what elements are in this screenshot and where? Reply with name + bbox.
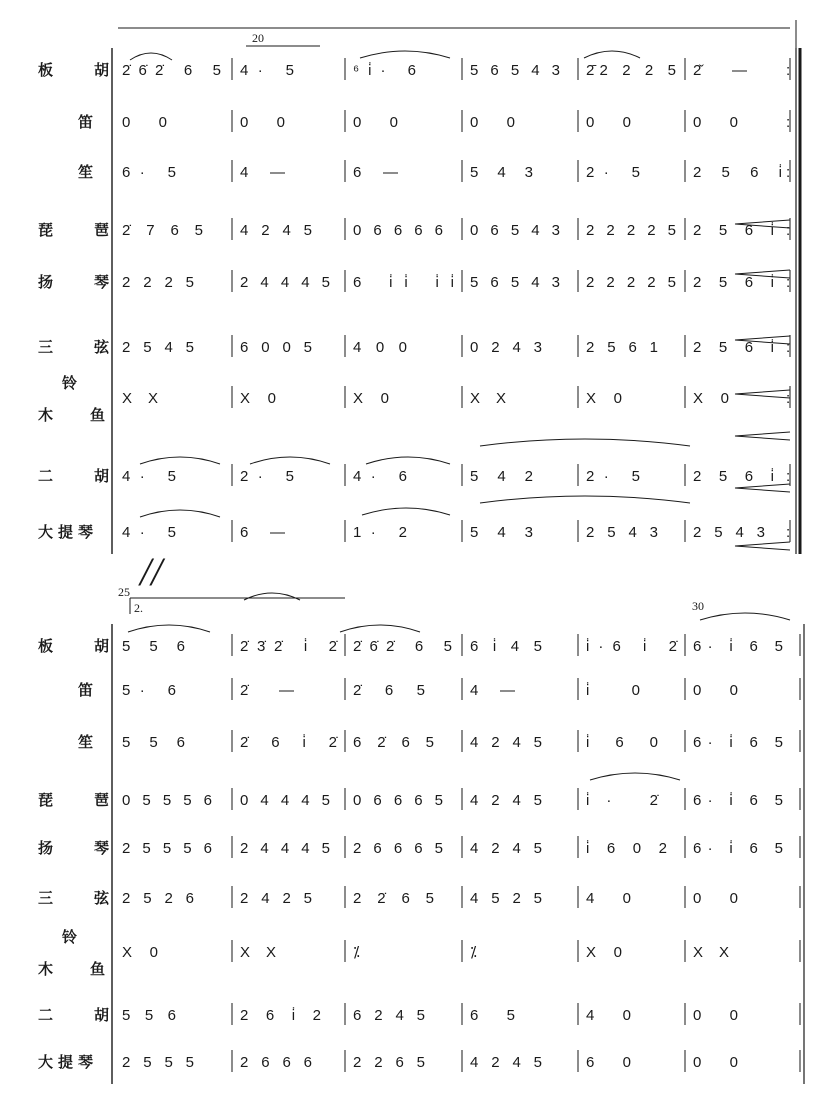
score-measure: 0 0 [240,114,285,131]
measure-number: 20 [252,31,264,45]
score-measure: 2 5 5 5 6 [122,840,212,857]
instrument-label: 鱼 [90,960,106,978]
slur [140,457,220,464]
score-measure: 2· 5 [586,468,640,485]
score-measure: 2 6 6 6 [240,1054,312,1071]
score-measure: i̇· 2̇ [586,792,658,809]
score-measure: i̇ 0 [586,682,640,699]
score-measure: 2 4 2 5 [240,890,312,907]
slur [128,625,210,632]
instrument-label: 笙 [78,733,94,751]
score-measure: 2̇ 6 i̇ 2̇ [240,734,337,751]
score-measure: 6 0 [586,1054,631,1071]
score-measure: 5 5 6 [122,638,185,655]
score-measure: X X [693,944,729,961]
score-measure: 2 6 6 6 5 [353,840,443,857]
score-measure: 2̌ — [693,62,747,79]
volta-bracket-label: 2. [134,601,143,615]
score-measure: 6 — [240,524,285,541]
score-measure: 2 5 6 i̇ [693,164,782,181]
score-measure: 2̄2 2 2 5 [586,62,676,79]
score-measure: 4 5 2 5 [470,890,542,907]
score-measure: 0 0 [586,114,631,131]
instrument-label: 琴 [94,839,110,857]
repeat-sign: : [786,390,791,407]
instrument-label: 胡 [94,637,110,655]
score-measure: 4· 5 [240,62,294,79]
score-measure: 0 0 [693,1054,738,1071]
instrument-label: 木 [38,960,54,978]
score-measure: 0 0 [470,114,515,131]
instrument-label: 提 [58,523,74,541]
score-measure: 4 2 4 5 [470,792,542,809]
instrument-label: 琴 [78,523,94,541]
score-measure: 2̇6̇2̇ 6 5 [353,638,452,655]
score-measure: 2̇ 6 5 [353,682,425,699]
score-measure: X 0 [122,944,158,961]
instrument-label: 板 [38,61,54,79]
instrument-label: 三 [38,338,54,356]
score-measure: ⁒ [470,944,477,961]
instrument-label: 铃 [62,928,78,946]
score-measure: 2· 5 [586,164,640,181]
instrument-label: 胡 [94,61,110,79]
score-measure: 2 2 2 5 [122,274,194,291]
slur [250,457,330,464]
score-measure: 6 5 [470,1007,515,1024]
repeat-sign: : [786,62,791,79]
instrument-label: 笛 [78,681,94,699]
score-measure: 6· i̇ 6 5 [693,638,783,655]
score-measure: 0 4 4 4 5 [240,792,330,809]
instrument-label: 胡 [94,467,110,485]
score-measure: X X [470,390,506,407]
score-measure: 6· 5 [122,164,176,181]
hairpin [735,390,790,398]
score-measure: 6· i̇ 6 5 [693,840,783,857]
score-measure: 6 2 4 5 [353,1007,425,1024]
score-measure: i̇ 6 0 2 [586,840,667,857]
hairpin [735,484,790,492]
slur [584,51,640,58]
score-measure: 4 0 0 [353,339,407,356]
score-measure: 6· i̇ 6 5 [693,734,783,751]
hairpin [735,432,790,440]
measure-number: 30 [692,599,704,613]
score-measure: 2 5 6 i̇ [693,339,774,356]
instrument-label: 扬 [38,839,54,857]
score-measure: X 0 [353,390,389,407]
instrument-label: 扬 [38,273,54,291]
instrument-label: 笛 [78,113,94,131]
score-measure: 4 2 4 5 [240,222,312,239]
repeat-sign: : [786,468,791,485]
instrument-label: 板 [38,637,54,655]
score-measure: 4 0 [586,1007,631,1024]
score-measure: 5 6 5 4 3 [470,62,560,79]
score-measure: 4 2 4 5 [470,1054,542,1071]
score-measure: 4 2 4 5 [470,734,542,751]
score-measure: 1· 2 [353,524,407,541]
instrument-label: 琵 [38,221,54,239]
score-measure: 0 0 [693,114,738,131]
score-measure: 0 0 [693,890,738,907]
score-measure: 2 2 6 5 [353,1054,425,1071]
score-measure: 0 6 6 6 5 [353,792,443,809]
hairpin [735,542,790,550]
repeat-sign: : [786,524,791,541]
score-measure: 2 5 6 i̇ [693,468,774,485]
instrument-label: 大 [38,1053,54,1071]
score-measure: 2 5 2 6 [122,890,194,907]
score-measure: 4 — [470,682,515,699]
score-measure: 6· i̇ 6 5 [693,792,783,809]
score-measure: 5 4 3 [470,524,533,541]
score-measure: X 0 [240,390,276,407]
instrument-label: 琴 [78,1053,94,1071]
instrument-label: 琶 [94,221,110,239]
slur [590,773,680,780]
score-measure: 4· 5 [122,468,176,485]
instrument-label: 弦 [94,338,110,356]
instrument-label: 琵 [38,791,54,809]
slur [700,613,790,620]
system-break-mark: // [140,549,163,594]
score-measure: 5 6 5 4 3 [470,274,560,291]
score-measure: 6 — [353,164,398,181]
score-measure: 0 0 [693,682,738,699]
score-measure: X 0 [693,390,729,407]
score-measure: X 0 [586,390,622,407]
score-measure: 4· 5 [122,524,176,541]
instrument-label: 大 [38,523,54,541]
score-measure: 0 6 6 6 6 [353,222,443,239]
score-measure: 4 — [240,164,285,181]
score-measure: 2 4 4 4 5 [240,840,330,857]
slur [130,53,172,60]
slur [360,51,450,58]
score-measure: 2 4 4 4 5 [240,274,330,291]
instrument-label: 铃 [62,374,78,392]
repeat-sign: : [786,114,791,131]
score-measure: 2 2 2 2 5 [586,222,676,239]
score-measure: i̇·6 i̇ 2̇ [586,638,677,655]
score-measure: 4· 6 [353,468,407,485]
score-measure: 6 i̇ 4 5 [470,638,542,655]
score-measure: 0 6 5 4 3 [470,222,560,239]
repeat-sign: : [786,164,791,181]
score-measure: 5· 6 [122,682,176,699]
slur [244,593,300,600]
score-measure: 2 5 6 i̇ [693,222,774,239]
score-measure: 0 0 [122,114,167,131]
slur [362,508,450,515]
score-measure: 2 5 4 5 [122,339,194,356]
measure-number: 25 [118,585,130,599]
score-measure: 4 2 4 5 [470,840,542,857]
score-measure: 5 5 6 [122,1007,176,1024]
score-measure: 2 2 2 2 5 [586,274,676,291]
score-measure: 5 4 2 [470,468,533,485]
instrument-label: 木 [38,406,54,424]
score-measure: 2̇3̇2̇ i̇ 2̇ [240,638,337,655]
instrument-label: 琶 [94,791,110,809]
score-measure: 2 5 4 3 [693,524,765,541]
instrument-label: 二 [38,1006,54,1024]
score-measure: 2 2̇ 6 5 [353,890,434,907]
repeat-sign: : [786,222,791,239]
score-measure: 6 i̇i̇ i̇i̇ [353,274,454,291]
score-measure: 2 5 5 5 [122,1054,194,1071]
slur [480,496,690,503]
score-measure: 4 0 [586,890,631,907]
score-measure: i̇ 6 0 [586,734,658,751]
instrument-label: 三 [38,889,54,907]
score-measure: 0 5 5 5 6 [122,792,212,809]
score-measure: 2 6 i̇ 2 [240,1007,321,1024]
score-measure: 0 2 4 3 [470,339,542,356]
score-measure: 5 4 3 [470,164,533,181]
score-measure: 6 0 0 5 [240,339,312,356]
score-measure: X X [122,390,158,407]
score-measure: 2 5 6 1 [586,339,658,356]
repeat-sign: : [786,274,791,291]
score-measure: 2̇6̇2̇ 6 5 [122,62,221,79]
instrument-label: 弦 [94,889,110,907]
score-measure: 2̇ 7 6 5 [122,222,203,239]
score-measure: 0 0 [353,114,398,131]
score-measure: 2 5 6 i̇ [693,274,774,291]
score-measure: X 0 [586,944,622,961]
instrument-label: 胡 [94,1006,110,1024]
score-measure: 2̇ — [240,682,294,699]
score-measure: 2· 5 [240,468,294,485]
score-measure: 2 5 4 3 [586,524,658,541]
instrument-label: 鱼 [90,406,106,424]
instrument-label: 二 [38,467,54,485]
score-measure: ⁶i̇· 6 [353,62,416,79]
score-measure: ⁒ [353,944,360,961]
score-measure: X X [240,944,276,961]
score-measure: 5 5 6 [122,734,185,751]
repeat-sign: : [786,339,791,356]
instrument-label: 琴 [94,273,110,291]
slur [340,625,420,632]
slur [366,457,450,464]
slur [140,510,220,517]
score-measure: 0 0 [693,1007,738,1024]
score-measure: 6 2̇ 6 5 [353,734,434,751]
instrument-label: 提 [58,1053,74,1071]
instrument-label: 笙 [78,163,94,181]
slur [480,439,690,446]
